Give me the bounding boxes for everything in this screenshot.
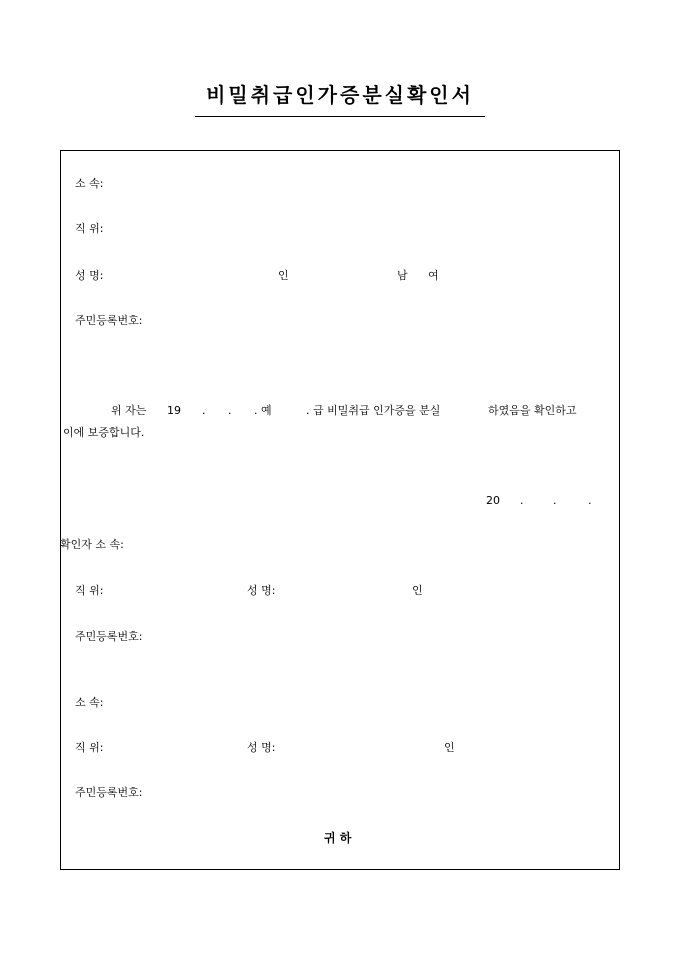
name-label: 성 명:	[75, 269, 104, 282]
statement-subject: 위 자는	[111, 404, 147, 417]
confirmer2-affiliation-label: 소 속:	[75, 696, 104, 709]
confirmer2-resident-number-label: 주민등록번호:	[75, 786, 143, 799]
gender-male: 남	[397, 269, 408, 282]
resident-number-label: 주민등록번호:	[75, 314, 143, 327]
seal-mark: 인	[278, 269, 289, 282]
confirmer-seal-mark: 인	[412, 584, 423, 597]
form-frame	[60, 150, 620, 870]
affiliation-label: 소 속:	[75, 177, 104, 190]
confirmer-name-label: 성 명:	[247, 584, 276, 597]
gender-female: 여	[428, 269, 439, 282]
statement-year: 19	[167, 404, 181, 417]
position-label: 직 위:	[75, 222, 104, 235]
statement-guarantee: 이에 보증합니다.	[63, 426, 145, 439]
confirmer2-seal-mark: 인	[444, 741, 455, 754]
statement-date-end: . 예	[254, 404, 272, 417]
date-dot: .	[520, 494, 524, 507]
date-dot: .	[553, 494, 557, 507]
statement-dot: .	[202, 404, 206, 417]
title-underline	[195, 116, 485, 117]
confirmer-affiliation-label: 확인자 소 속:	[60, 538, 124, 551]
statement-dot: .	[228, 404, 232, 417]
statement-tail: 하였음을 확인하고	[488, 404, 577, 417]
closing-addressee: 귀 하	[324, 831, 352, 845]
document-title: 비밀취급인가증분실확인서	[206, 83, 474, 107]
statement-grade: . 급 비밀취급 인가증을 분실	[306, 404, 441, 417]
date-year: 20	[486, 494, 500, 507]
confirmer-resident-number-label: 주민등록번호:	[75, 630, 143, 643]
confirmer2-position-label: 직 위:	[75, 741, 104, 754]
confirmer-position-label: 직 위:	[75, 584, 104, 597]
date-dot: .	[588, 494, 592, 507]
confirmer2-name-label: 성 명:	[247, 741, 276, 754]
